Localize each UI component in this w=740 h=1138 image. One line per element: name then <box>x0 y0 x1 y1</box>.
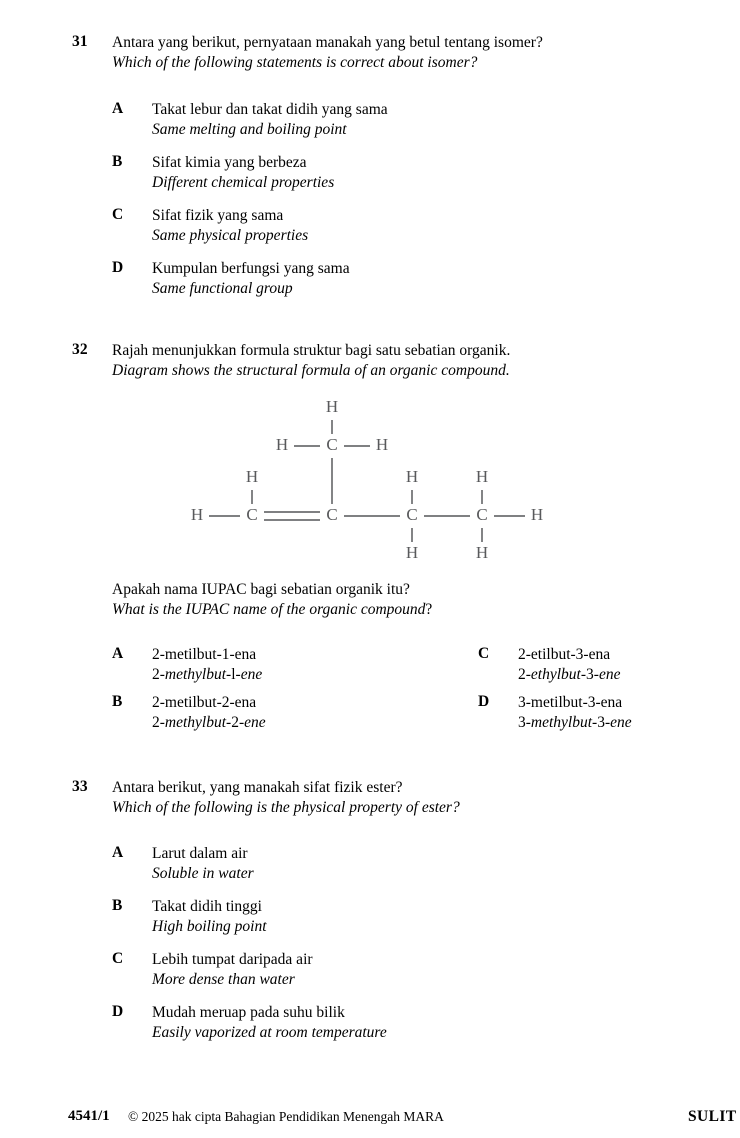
question-31-option-a[interactable] <box>0 100 740 140</box>
option-text-malay: 2-metilbut-1-ena <box>152 646 257 663</box>
question-33-stem <box>0 778 740 818</box>
option-text-malay: Mudah meruap pada suhu bilik <box>152 1004 345 1021</box>
question-33-options <box>0 844 740 1043</box>
opt-en-prefix: 2- <box>518 666 531 683</box>
option-text-malay: Lebih tumpat daripada air <box>152 951 313 968</box>
question-32-number: 32 <box>72 341 88 358</box>
question-33-option-c[interactable] <box>0 950 740 990</box>
question-32-option-b[interactable] <box>112 693 266 733</box>
option-text-english <box>518 665 620 685</box>
question-32-substem-english <box>112 600 710 620</box>
option-letter: C <box>478 645 490 662</box>
question-32-option-row-1 <box>0 645 740 693</box>
atom-h-c4-top: H <box>475 466 489 486</box>
opt-en-prefix: 2- <box>152 714 165 731</box>
option-letter: B <box>112 693 123 710</box>
atom-h-c1-top: H <box>245 466 259 486</box>
structural-formula-svg <box>175 396 565 572</box>
substem-en-text: What is the IUPAC name of the organic compound <box>112 601 426 618</box>
question-32-option-a[interactable] <box>112 645 262 685</box>
question-33 <box>0 778 740 1043</box>
option-text-english: Soluble in water <box>152 865 254 882</box>
option-text-malay: Kumpulan berfungsi yang sama <box>152 260 350 277</box>
question-32-stem-malay: Rajah menunjukkan formula struktur bagi satu sebatian organik. <box>112 342 511 359</box>
opt-en-locant: -3- <box>580 666 599 683</box>
atom-h-methyl-right: H <box>375 434 389 454</box>
option-text-english: Easily vaporized at room temperature <box>152 1024 387 1041</box>
atom-h-methyl-left: H <box>275 434 289 454</box>
option-text-malay: Sifat kimia yang berbeza <box>152 154 307 171</box>
option-letter: B <box>112 897 123 914</box>
option-text-malay: Larut dalam air <box>152 845 248 862</box>
opt-en-locant: -l- <box>226 666 241 683</box>
question-33-stem-english: Which of the following is the physical property of ester? <box>112 799 460 816</box>
option-letter: C <box>112 206 124 223</box>
question-31-stem-malay: Antara yang berikut, pernyataan manakah yang betul tentang isomer? <box>112 34 543 51</box>
question-33-option-d[interactable] <box>0 1003 740 1043</box>
question-32-substem-malay: Apakah nama IUPAC bagi sebatian organik itu? <box>112 581 410 598</box>
question-31-option-b[interactable] <box>0 153 740 193</box>
opt-en-locant: -2- <box>226 714 245 731</box>
option-letter: D <box>112 259 124 276</box>
opt-en-prefix: 2- <box>152 666 165 683</box>
question-31 <box>0 33 740 299</box>
secret-label: SULIT <box>688 1108 737 1125</box>
atom-h-c3-bottom: H <box>405 542 419 562</box>
structural-formula-diagram <box>0 396 740 577</box>
question-33-option-a[interactable] <box>0 844 740 884</box>
option-text-english <box>152 713 266 733</box>
question-31-options <box>0 100 740 299</box>
option-letter: A <box>112 844 124 861</box>
question-32-option-d[interactable] <box>478 693 632 733</box>
question-31-option-c[interactable] <box>0 206 740 246</box>
atom-c2: C <box>326 504 338 524</box>
opt-en-root: methylbut <box>164 666 227 683</box>
copyright-notice: © 2025 hak cipta Bahagian Pendidikan Menengah MARA <box>128 1109 444 1124</box>
opt-en-ending: ene <box>610 714 632 731</box>
page-footer <box>0 1108 740 1134</box>
option-letter: D <box>112 1003 124 1020</box>
question-31-option-d[interactable] <box>0 259 740 299</box>
option-letter: D <box>478 693 490 710</box>
atom-h-methyl-top: H <box>325 396 339 416</box>
question-32-option-row-2 <box>0 693 740 741</box>
option-text-malay: Sifat fizik yang sama <box>152 207 284 224</box>
option-text-malay: 3-metilbut-3-ena <box>518 694 623 711</box>
question-31-stem <box>0 33 740 73</box>
question-32-stem <box>0 341 740 381</box>
question-32 <box>0 341 740 381</box>
option-text-english: More dense than water <box>152 971 295 988</box>
option-text-english: High boiling point <box>152 918 267 935</box>
option-text-malay: 2-metilbut-2-ena <box>152 694 257 711</box>
option-text-english: Same functional group <box>152 280 293 297</box>
option-text-malay: 2-etilbut-3-ena <box>518 646 611 663</box>
question-32-option-c[interactable] <box>478 645 620 685</box>
option-letter: A <box>112 645 124 662</box>
question-32-substem <box>0 580 740 741</box>
opt-en-root: methylbut <box>164 714 227 731</box>
question-33-option-b[interactable] <box>0 897 740 937</box>
substem-en-question-mark: ? <box>425 601 433 618</box>
opt-en-root: ethylbut <box>530 666 581 683</box>
atom-c4: C <box>476 504 488 524</box>
question-33-stem-malay: Antara berikut, yang manakah sifat fizik ester? <box>112 779 403 796</box>
option-text-english: Same physical properties <box>152 227 309 244</box>
atom-c-methyl: C <box>326 434 338 454</box>
opt-en-ending: ene <box>244 714 266 731</box>
question-32-options <box>0 645 740 741</box>
option-text-english: Different chemical properties <box>152 174 335 191</box>
atom-h-c4-bottom: H <box>475 542 489 562</box>
atom-c1: C <box>246 504 258 524</box>
question-31-stem-english: Which of the following statements is correct about isomer? <box>112 54 478 71</box>
option-letter: B <box>112 153 123 170</box>
opt-en-ending: ene <box>240 666 263 683</box>
opt-en-root: methylbut <box>530 714 593 731</box>
option-text-english: Same melting and boiling point <box>152 121 347 138</box>
option-letter: A <box>112 100 124 117</box>
atom-h-c3-top: H <box>405 466 419 486</box>
option-text-english <box>152 665 262 685</box>
opt-en-prefix: 3- <box>518 714 531 731</box>
paper-code: 4541/1 <box>68 1108 110 1124</box>
question-33-number: 33 <box>72 778 88 795</box>
option-letter: C <box>112 950 124 967</box>
atom-h-c1-left: H <box>190 504 204 524</box>
option-text-malay: Takat didih tinggi <box>152 898 262 915</box>
question-31-number: 31 <box>72 33 88 50</box>
option-text-english <box>518 713 632 733</box>
atom-h-c4-right: H <box>530 504 544 524</box>
question-32-stem-english: Diagram shows the structural formula of an organic compound. <box>112 362 510 379</box>
atom-c3: C <box>406 504 418 524</box>
opt-en-ending: ene <box>598 666 621 683</box>
opt-en-locant: -3- <box>592 714 611 731</box>
option-text-malay: Takat lebur dan takat didih yang sama <box>152 101 388 118</box>
